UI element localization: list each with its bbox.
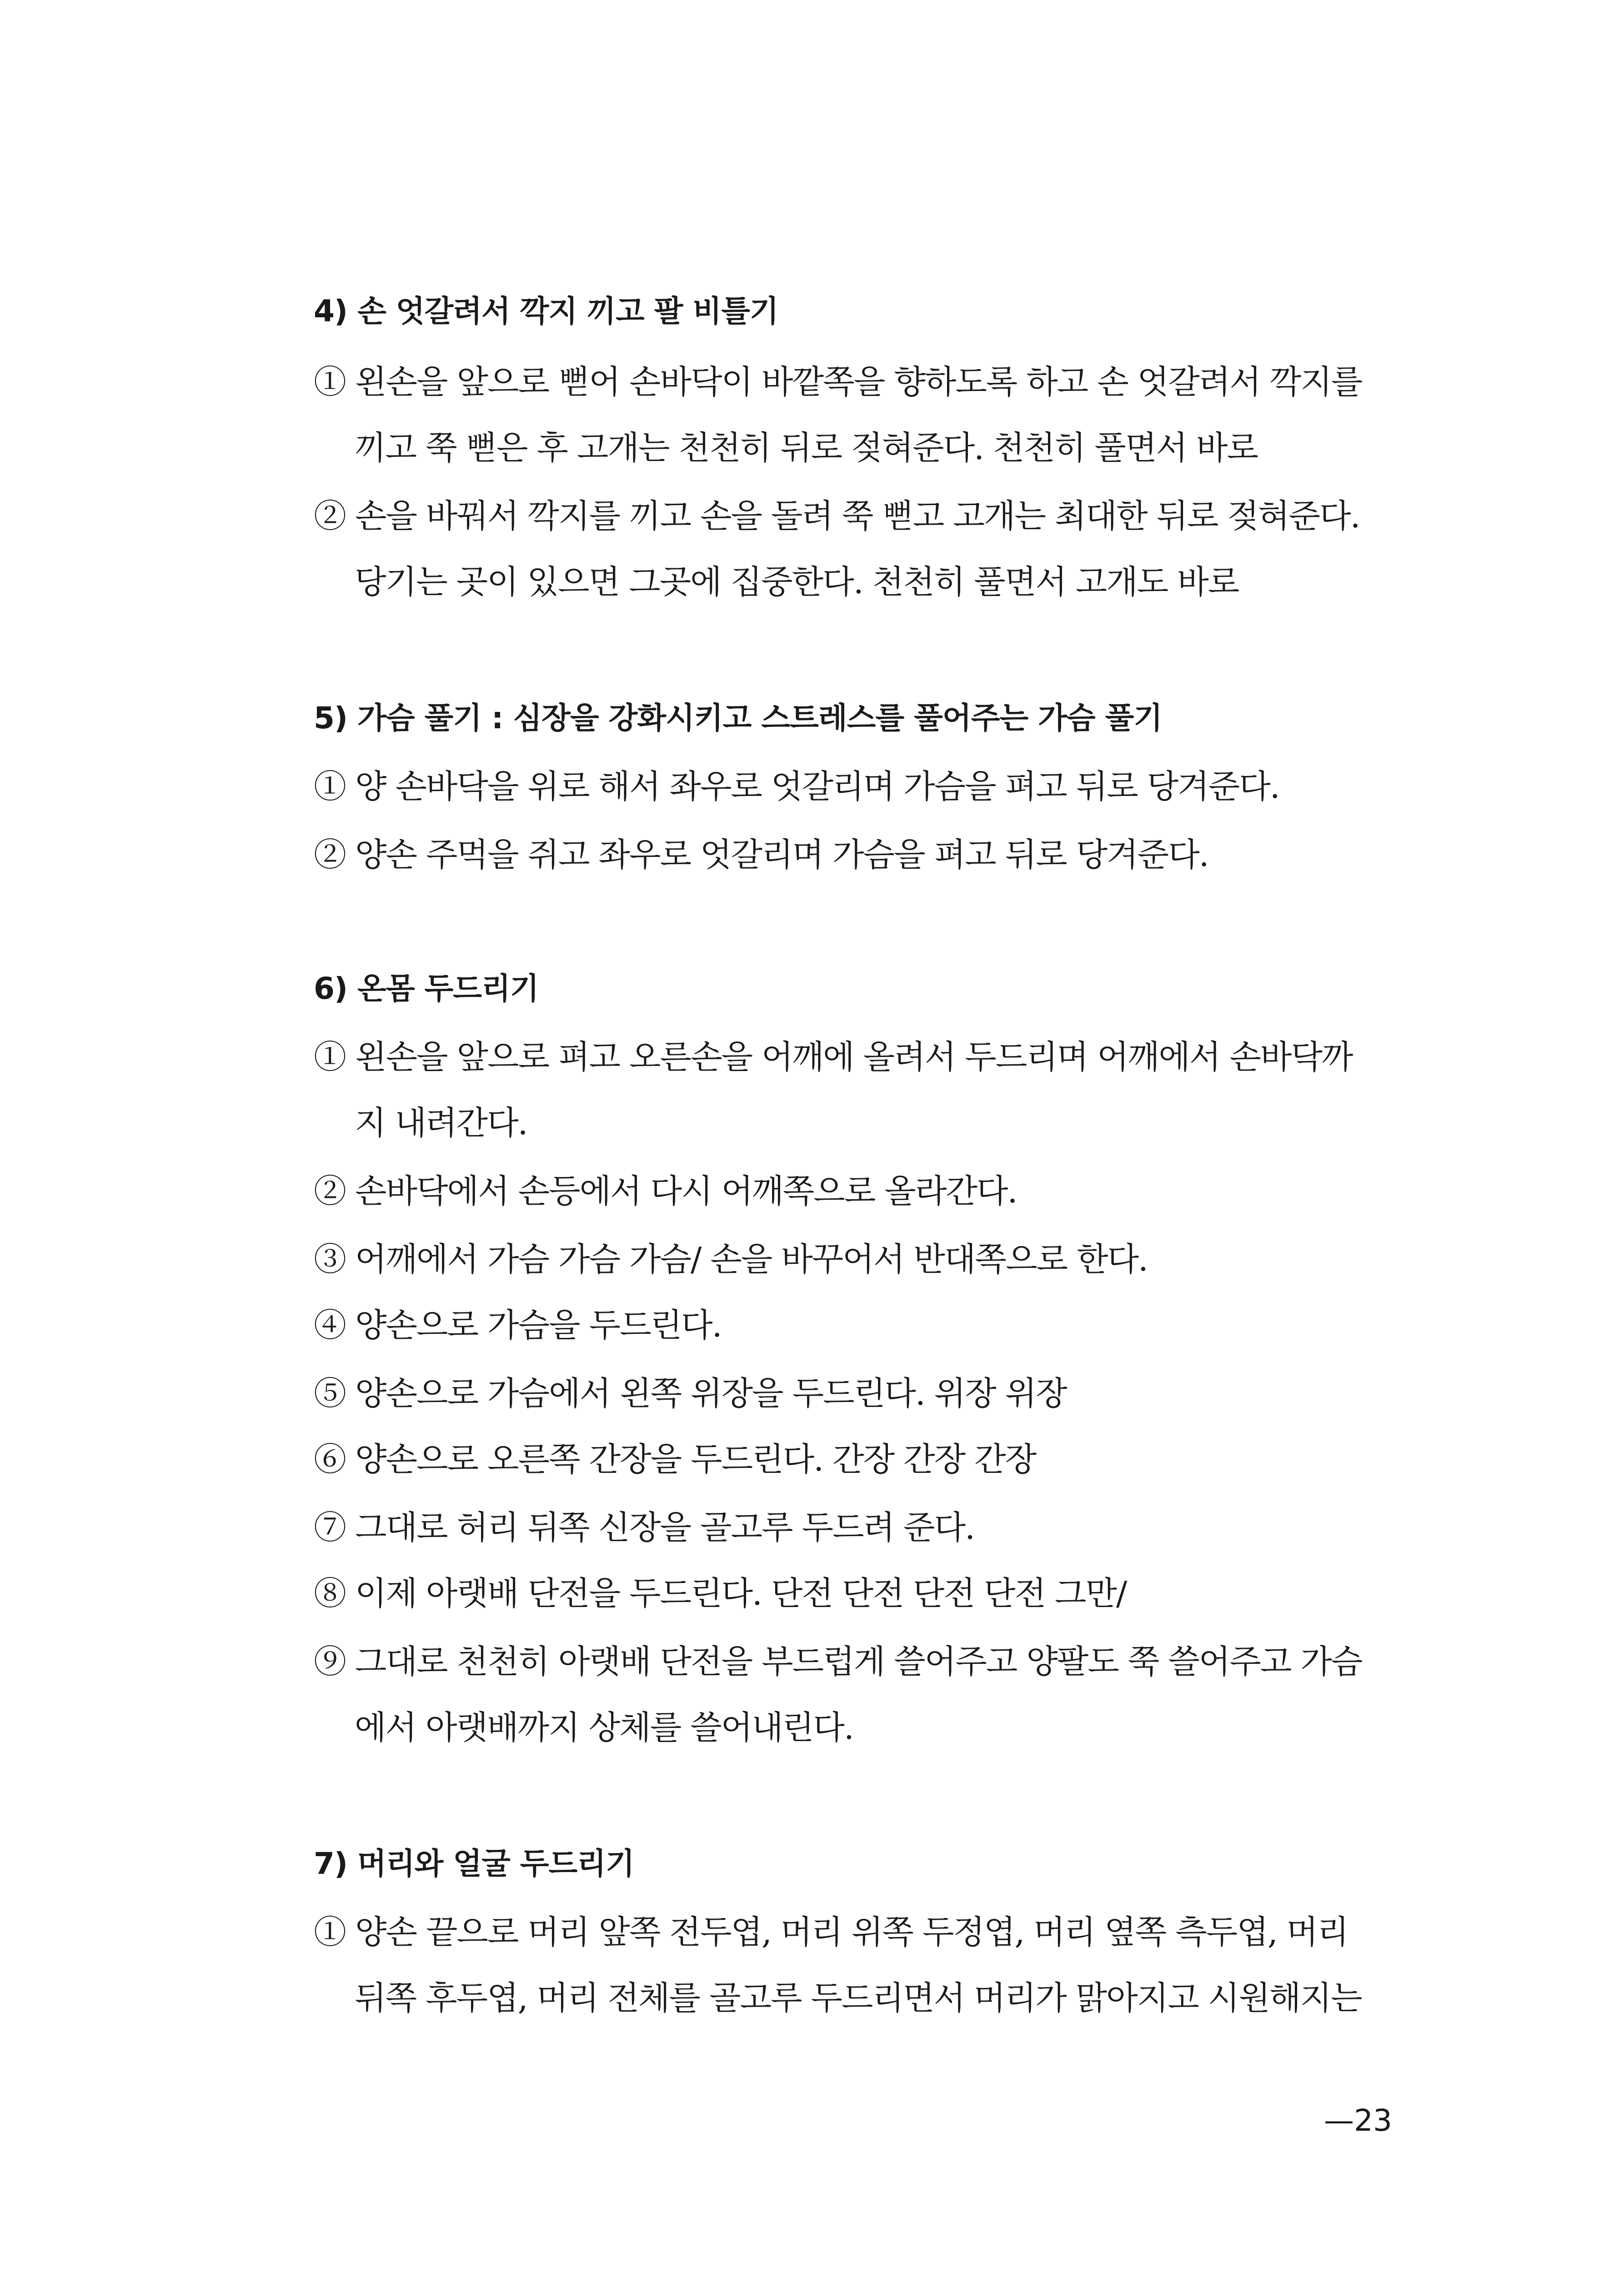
section-4-line-3: ② 손을 바꿔서 깍지를 끼고 손을 돌려 쭉 뻗고 고개는 최대한 뒤로 젖혀준다. <box>314 497 1360 535</box>
section-5-line-2: ② 양손 주먹을 쥐고 좌우로 엇갈리며 가슴을 펴고 뒤로 당겨준다. <box>314 836 1208 874</box>
section-7-line-2: 뒤쪽 후두엽, 머리 전체를 골고루 두드리면서 머리가 맑아지고 시원해지는 <box>355 1979 1362 2017</box>
section-heading-6: 6) 온몸 두드리기 <box>314 971 539 1006</box>
section-6-line-6: ⑤ 양손으로 가슴에서 왼쪽 위장을 두드린다. 위장 위장 <box>314 1374 1067 1412</box>
section-6-line-11: 에서 아랫배까지 상체를 쓸어내린다. <box>355 1708 853 1747</box>
section-5-line-1: ① 양 손바닥을 위로 해서 좌우로 엇갈리며 가슴을 펴고 뒤로 당겨준다. <box>314 767 1279 806</box>
section-heading-4: 4) 손 엇갈려서 깍지 끼고 팔 비틀기 <box>314 294 778 329</box>
section-6-line-7: ⑥ 양손으로 오른쪽 간장을 두드린다. 간장 간장 간장 <box>314 1440 1036 1478</box>
section-6-line-3: ② 손바닥에서 손등에서 다시 어깨쪽으로 올라간다. <box>314 1172 1017 1210</box>
section-6-line-1: ① 왼손을 앞으로 펴고 오른손을 어깨에 올려서 두드리며 어깨에서 손바닥까 <box>314 1038 1353 1076</box>
section-6-line-4: ③ 어깨에서 가슴 가슴 가슴/ 손을 바꾸어서 반대쪽으로 한다. <box>314 1240 1148 1278</box>
section-6-line-2: 지 내려간다. <box>355 1104 527 1142</box>
section-6-line-5: ④ 양손으로 가슴을 두드린다. <box>314 1306 722 1344</box>
section-6-line-8: ⑦ 그대로 허리 뒤쪽 신장을 골고루 두드려 준다. <box>314 1508 975 1547</box>
section-6-line-9: ⑧ 이제 아랫배 단전을 두드린다. 단전 단전 단전 단전 그만/ <box>314 1574 1127 1612</box>
page-number: —23 <box>1324 2103 1392 2138</box>
section-4-line-2: 끼고 쭉 뻗은 후 고개는 천천히 뒤로 젖혀준다. 천천히 풀면서 바로 <box>355 429 1258 467</box>
section-heading-7: 7) 머리와 얼굴 두드리기 <box>314 1846 634 1881</box>
section-4-line-4: 당기는 곳이 있으면 그곳에 집중한다. 천천히 풀면서 고개도 바로 <box>355 563 1239 601</box>
section-heading-5: 5) 가슴 풀기 : 심장을 강화시키고 스트레스를 풀어주는 가슴 풀기 <box>314 701 1163 736</box>
section-6-line-10: ⑨ 그대로 천천히 아랫배 단전을 부드럽게 쓸어주고 양팔도 쭉 쓸어주고 가슴 <box>314 1642 1362 1681</box>
section-7-line-1: ① 양손 끝으로 머리 앞쪽 전두엽, 머리 위쪽 두정엽, 머리 옆쪽 측두엽, 머리 <box>314 1913 1348 1951</box>
section-4-line-1: ① 왼손을 앞으로 뻗어 손바닥이 바깥쪽을 향하도록 하고 손 엇갈려서 깍지를 <box>314 363 1362 401</box>
